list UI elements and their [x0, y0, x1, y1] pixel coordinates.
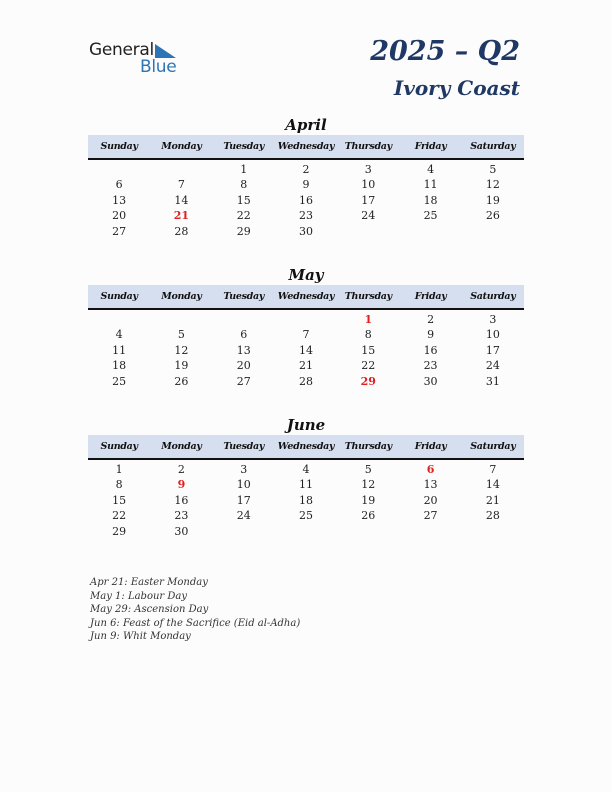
- day-cell: 14: [174, 193, 189, 207]
- weekday-label-friday: Friday: [414, 291, 447, 302]
- week-row: [88, 193, 524, 208]
- day-cell: 27: [423, 509, 438, 523]
- day-cell: 6: [240, 328, 248, 342]
- day-cell: 12: [174, 343, 189, 357]
- day-cell: 17: [485, 343, 500, 357]
- day-cell: 2: [177, 463, 185, 476]
- day-cell: 28: [298, 374, 313, 388]
- day-cell: 16: [298, 193, 313, 207]
- day-cell: 22: [361, 359, 376, 373]
- weekday-label-sunday: Sunday: [100, 141, 138, 152]
- day-cell: 30: [174, 524, 189, 538]
- day-cell: 12: [361, 478, 376, 492]
- weekday-label-monday: Monday: [161, 141, 202, 152]
- page-title: 2025 – Q2: [370, 36, 520, 67]
- day-cell: 22: [112, 509, 127, 523]
- holiday-day-cell: 29: [360, 374, 376, 388]
- day-cell: 25: [298, 509, 313, 523]
- month-weeks: [88, 460, 524, 539]
- day-cell: 4: [302, 463, 310, 476]
- day-cell: 5: [364, 463, 372, 476]
- day-cell: 29: [112, 524, 127, 538]
- day-cell: 7: [489, 463, 497, 476]
- day-cell: 10: [485, 328, 500, 342]
- holiday-day-cell: 9: [177, 478, 186, 492]
- week-row: [88, 358, 524, 373]
- weekday-label-sunday: Sunday: [100, 441, 138, 452]
- week-row: [88, 477, 524, 492]
- holiday-note: May 29: Ascension Day: [90, 604, 209, 616]
- day-cell: 11: [423, 178, 438, 192]
- generalblue-logo: [89, 40, 189, 76]
- weekday-label-wednesday: Wednesday: [277, 441, 335, 452]
- day-cell: 23: [298, 209, 313, 223]
- day-cell: 8: [364, 328, 372, 342]
- holiday-notes: [90, 576, 300, 644]
- day-cell: 26: [361, 509, 376, 523]
- weekday-label-tuesday: Tuesday: [223, 291, 265, 302]
- day-cell: 10: [361, 178, 376, 192]
- day-cell: 16: [423, 343, 438, 357]
- day-cell: 2: [427, 313, 435, 326]
- holiday-note: Apr 21: Easter Monday: [90, 577, 208, 588]
- month-title: June: [286, 416, 326, 434]
- holiday-note: May 1: Labour Day: [90, 590, 187, 602]
- weekday-header-row: [88, 285, 524, 310]
- logo-text-blue: Blue: [140, 57, 177, 77]
- month-title: April: [285, 116, 327, 134]
- day-cell: 8: [240, 178, 248, 192]
- day-cell: 30: [423, 374, 438, 388]
- holiday-note: Jun 6: Feast of the Sacrifice (Eid al-Adha): [90, 617, 301, 629]
- day-cell: 23: [174, 509, 189, 523]
- weekday-label-monday: Monday: [161, 291, 202, 302]
- day-cell: 14: [298, 343, 313, 357]
- day-cell: 25: [112, 374, 127, 388]
- day-cell: [88, 312, 150, 327]
- day-cell: 9: [427, 328, 435, 342]
- day-cell: 5: [177, 328, 185, 342]
- day-cell: [88, 162, 150, 177]
- day-cell: 25: [423, 209, 438, 223]
- day-cell: [150, 312, 212, 327]
- day-cell: 19: [485, 193, 500, 207]
- day-cell: [399, 524, 461, 539]
- month-weeks: [88, 310, 524, 389]
- week-row: [88, 327, 524, 342]
- week-row: [88, 493, 524, 508]
- day-cell: [213, 312, 275, 327]
- month-june: [88, 415, 524, 539]
- day-cell: 17: [361, 193, 376, 207]
- day-cell: 30: [298, 224, 313, 238]
- day-cell: [337, 524, 399, 539]
- day-cell: 3: [364, 163, 372, 176]
- day-cell: [275, 312, 337, 327]
- weekday-label-monday: Monday: [161, 441, 202, 452]
- day-cell: 13: [112, 193, 127, 207]
- day-cell: 20: [236, 359, 251, 373]
- week-row: [88, 374, 524, 389]
- day-cell: 29: [236, 224, 251, 238]
- month-april: [88, 115, 524, 239]
- month-title: May: [288, 266, 324, 284]
- day-cell: 15: [236, 193, 251, 207]
- day-cell: 18: [298, 493, 313, 507]
- weekday-label-saturday: Saturday: [470, 141, 516, 152]
- day-cell: 21: [298, 359, 313, 373]
- day-cell: [399, 224, 461, 239]
- week-row: [88, 312, 524, 327]
- day-cell: 28: [174, 224, 189, 238]
- day-cell: 4: [427, 163, 435, 176]
- logo-triangle-icon: [155, 44, 177, 58]
- day-cell: 17: [236, 493, 251, 507]
- page-subtitle: Ivory Coast: [393, 76, 520, 100]
- day-cell: 18: [423, 193, 438, 207]
- day-cell: 7: [177, 178, 185, 192]
- day-cell: 27: [112, 224, 127, 238]
- day-cell: 13: [423, 478, 438, 492]
- day-cell: [213, 524, 275, 539]
- day-cell: 16: [174, 493, 189, 507]
- week-row: [88, 462, 524, 477]
- weekday-label-wednesday: Wednesday: [277, 141, 335, 152]
- weekday-label-wednesday: Wednesday: [277, 291, 335, 302]
- day-cell: 19: [361, 493, 376, 507]
- holiday-day-cell: 21: [173, 209, 190, 223]
- week-row: [88, 162, 524, 177]
- day-cell: 28: [485, 509, 500, 523]
- weekday-label-tuesday: Tuesday: [223, 441, 265, 452]
- day-cell: 20: [112, 209, 127, 223]
- weekday-label-saturday: Saturday: [470, 441, 516, 452]
- day-cell: 5: [489, 163, 497, 176]
- day-cell: 9: [302, 178, 310, 192]
- day-cell: 22: [236, 209, 251, 223]
- day-cell: 27: [236, 374, 251, 388]
- week-row: [88, 208, 524, 223]
- day-cell: 24: [236, 509, 251, 523]
- month-weeks: [88, 160, 524, 239]
- weekday-header-row: [88, 135, 524, 160]
- week-row: [88, 224, 524, 239]
- day-cell: 4: [115, 328, 123, 342]
- day-cell: 2: [302, 163, 310, 176]
- day-cell: 1: [115, 463, 123, 476]
- day-cell: 12: [485, 178, 500, 192]
- holiday-note: Jun 9: Whit Monday: [90, 631, 191, 643]
- weekday-header-row: [88, 435, 524, 460]
- holiday-day-cell: 1: [364, 313, 373, 326]
- day-cell: 13: [236, 343, 251, 357]
- month-may: [88, 265, 524, 389]
- weekday-label-thursday: Thursday: [344, 291, 392, 302]
- day-cell: [150, 162, 212, 177]
- day-cell: [337, 224, 399, 239]
- holiday-day-cell: 6: [426, 463, 435, 476]
- day-cell: 10: [236, 478, 251, 492]
- weekday-label-thursday: Thursday: [344, 141, 392, 152]
- weekday-label-thursday: Thursday: [344, 441, 392, 452]
- week-row: [88, 343, 524, 358]
- weekday-label-saturday: Saturday: [470, 291, 516, 302]
- day-cell: 14: [485, 478, 500, 492]
- day-cell: 19: [174, 359, 189, 373]
- week-row: [88, 508, 524, 523]
- week-row: [88, 177, 524, 192]
- weekday-label-friday: Friday: [414, 441, 447, 452]
- day-cell: 21: [485, 493, 500, 507]
- weekday-label-sunday: Sunday: [100, 291, 138, 302]
- day-cell: [275, 524, 337, 539]
- weekday-label-friday: Friday: [414, 141, 447, 152]
- day-cell: 26: [485, 209, 500, 223]
- day-cell: 24: [485, 359, 500, 373]
- day-cell: 6: [115, 178, 123, 192]
- day-cell: 23: [423, 359, 438, 373]
- day-cell: 11: [112, 343, 127, 357]
- day-cell: 18: [112, 359, 127, 373]
- day-cell: 24: [361, 209, 376, 223]
- logo-text-general: General: [89, 40, 154, 60]
- day-cell: 20: [423, 493, 438, 507]
- day-cell: 3: [489, 313, 497, 326]
- day-cell: 1: [240, 163, 248, 176]
- day-cell: [462, 224, 524, 239]
- week-row: [88, 524, 524, 539]
- day-cell: 3: [240, 463, 248, 476]
- day-cell: 15: [361, 343, 376, 357]
- day-cell: 8: [115, 478, 123, 492]
- day-cell: 31: [485, 374, 500, 388]
- day-cell: 15: [112, 493, 127, 507]
- day-cell: 26: [174, 374, 189, 388]
- day-cell: [462, 524, 524, 539]
- day-cell: 7: [302, 328, 310, 342]
- day-cell: 11: [298, 478, 313, 492]
- weekday-label-tuesday: Tuesday: [223, 141, 265, 152]
